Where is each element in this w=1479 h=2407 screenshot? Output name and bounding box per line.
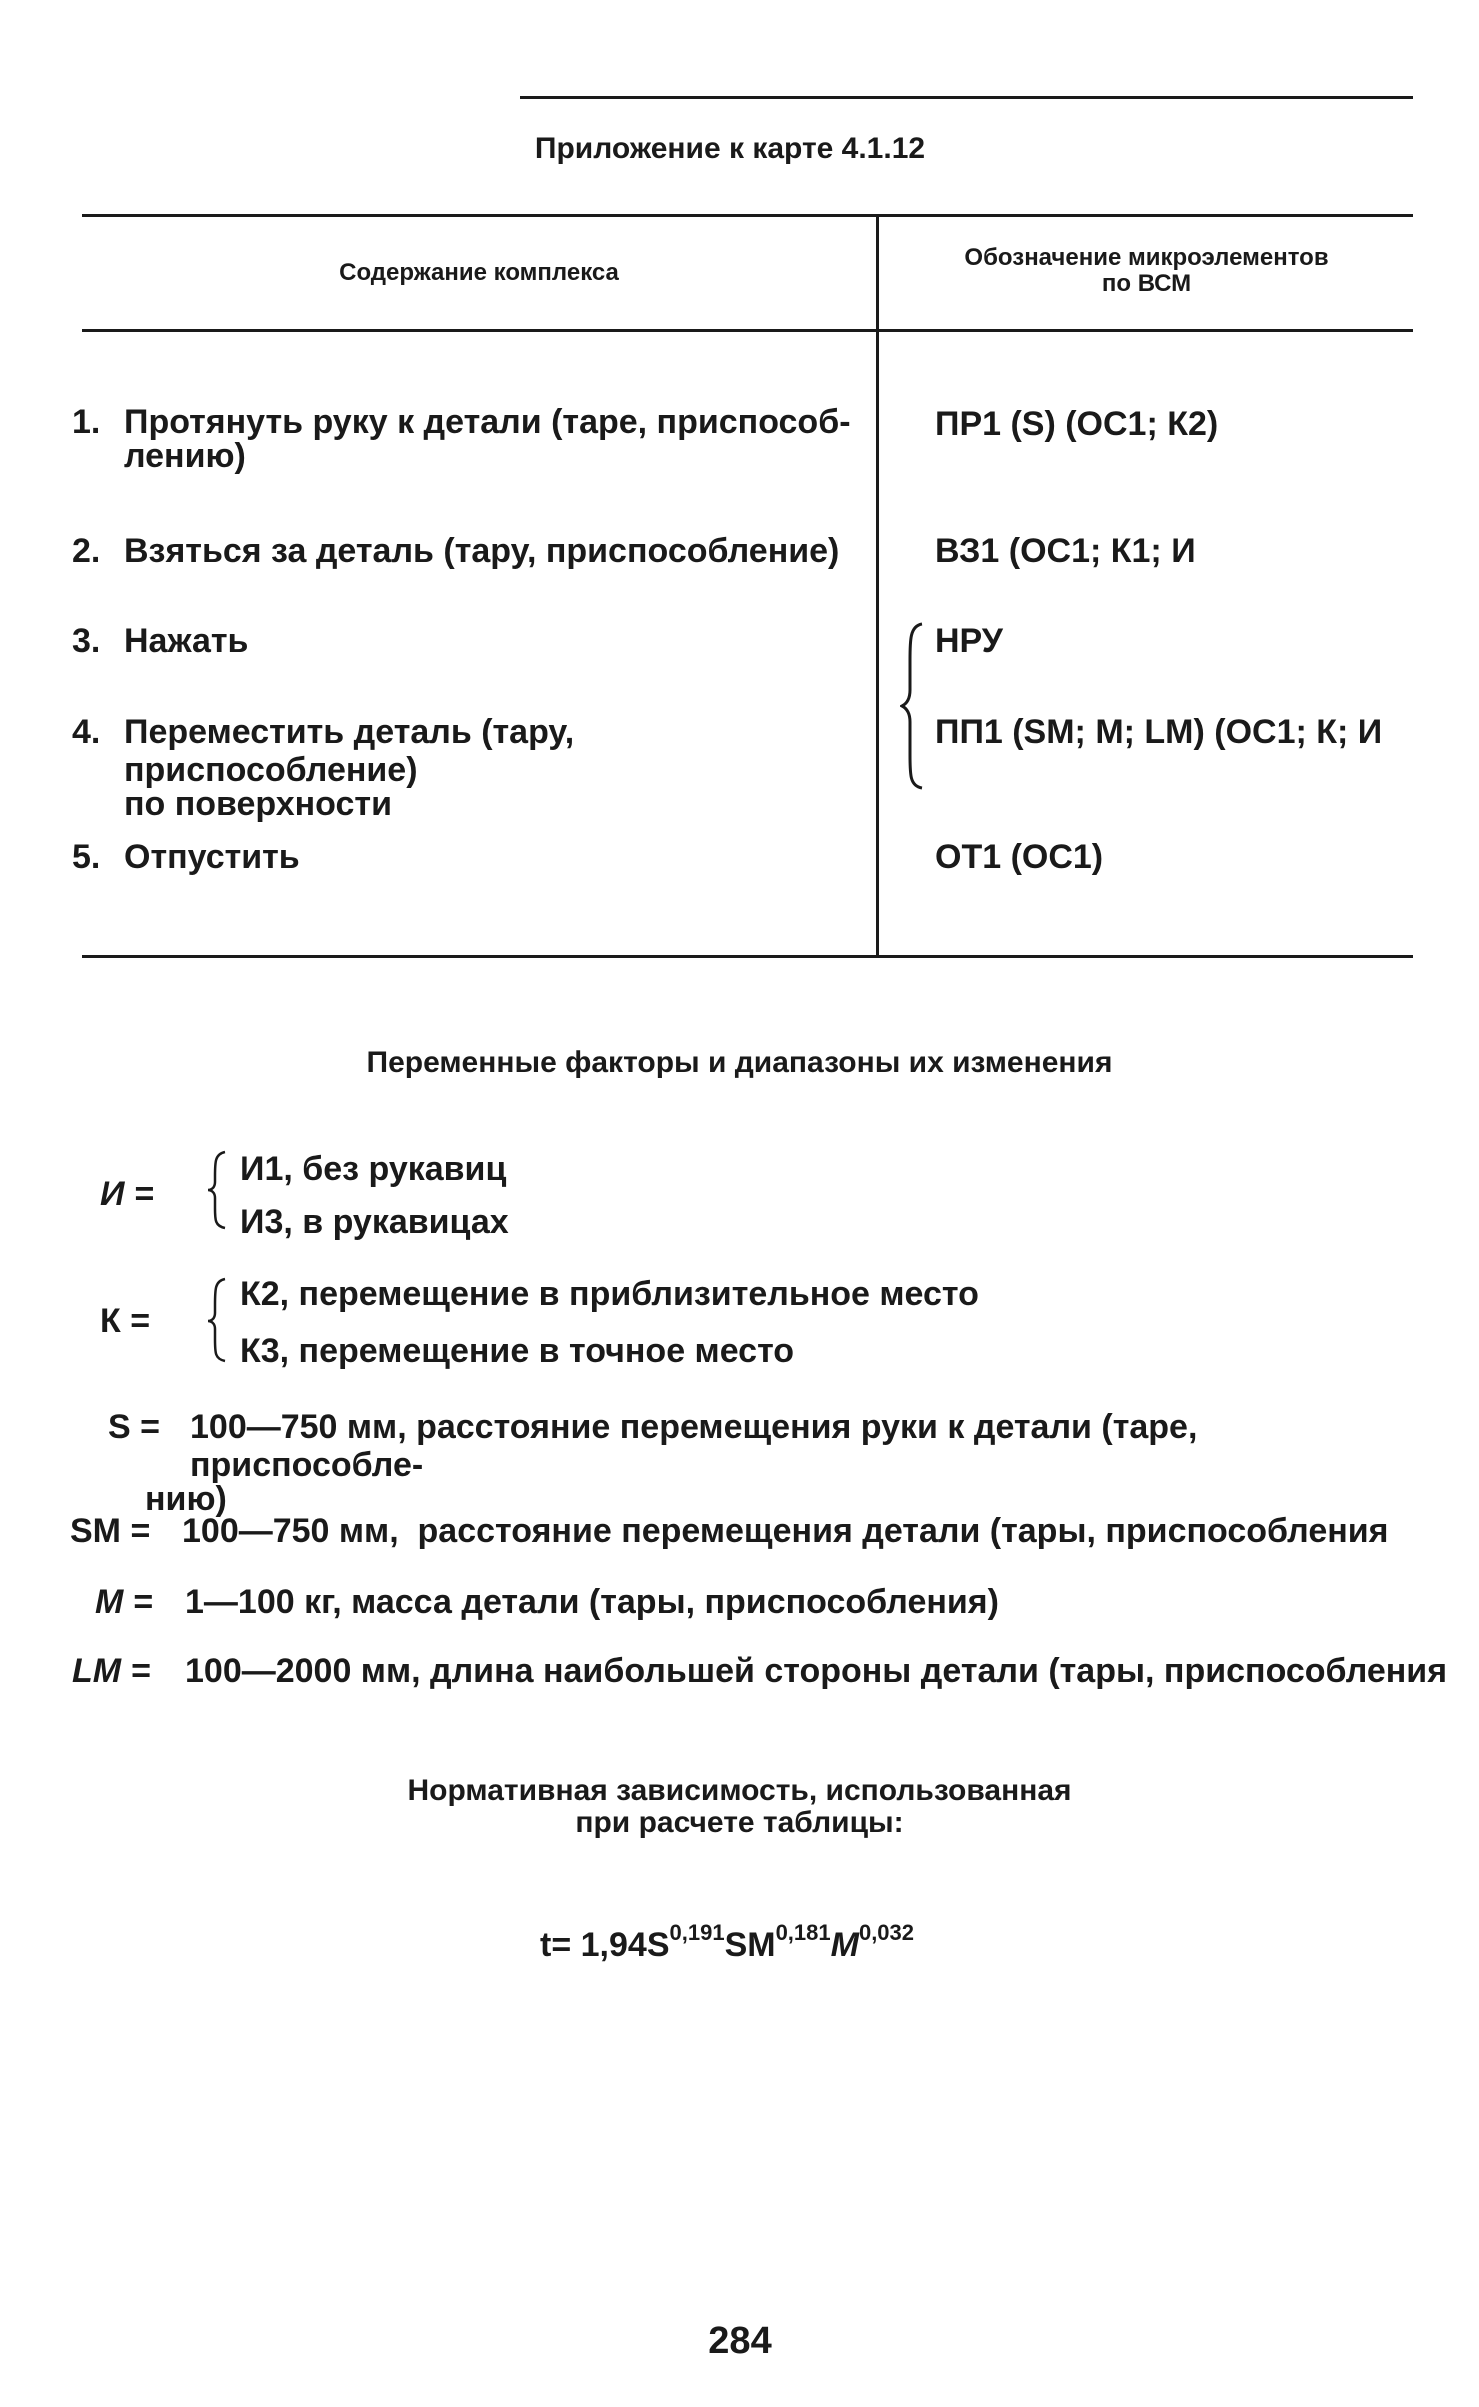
factor-k-label: К = <box>100 1302 151 1340</box>
table-row-num: 3. <box>72 622 101 660</box>
formula-title <box>200 1775 1279 1839</box>
formula-coef: 1,94S <box>580 1926 670 1964</box>
table-row-code: НРУ <box>935 622 1003 660</box>
header-designation-line1: Обозначение микроэлементов <box>964 244 1329 271</box>
table-top-rule <box>82 214 1413 217</box>
page-number: 284 <box>708 2320 772 2362</box>
header-designation <box>880 245 1413 297</box>
factor-m-text: 1—100 кг, масса детали (тары, приспособления) <box>185 1583 999 1621</box>
table-row-text-line: Протянуть руку к детали (таре, приспособ- <box>124 403 851 441</box>
formula-title-line1: Нормативная зависимость, использованная <box>407 1774 1072 1807</box>
table-row-text: Отпустить <box>124 838 300 876</box>
norm-formula <box>540 1920 915 1965</box>
factor-i-label: И = <box>100 1175 154 1213</box>
table-header-rule <box>82 329 1413 332</box>
header-designation-line2: по ВСМ <box>1101 270 1192 297</box>
formula-exp2: 0,181 <box>775 1920 831 1945</box>
table-bottom-rule <box>82 955 1413 958</box>
formula-exp3: 0,032 <box>858 1920 915 1945</box>
factor-s-text <box>145 1408 1420 1518</box>
factor-s-line1: 100—750 мм, расстояние перемещения руки к детали (таре, приспособле- <box>190 1408 1198 1484</box>
table-row-code: ПР1 (S) (ОС1; К2) <box>935 405 1219 443</box>
factor-lm-text: 100—2000 мм, длина наибольшей стороны детали (тары, приспособления <box>185 1652 1448 1690</box>
factor-i-brace <box>205 1148 231 1232</box>
table-column-divider <box>876 216 879 955</box>
table-row-code: ПП1 (SM; M; LM) (ОС1; К; И <box>935 713 1383 751</box>
table-row-num: 5. <box>72 838 101 876</box>
formula-var3: M <box>830 1926 859 1964</box>
factor-sm-text: 100—750 мм, расстояние перемещения детали (тары, приспособления <box>182 1512 1389 1550</box>
table-row-num: 1. <box>72 403 101 441</box>
table-row-text: Взяться за деталь (тару, приспособление) <box>124 532 840 570</box>
table-row-text-line: лению) <box>124 437 246 475</box>
factor-lm-label: LM = <box>72 1652 151 1690</box>
factor-s-line2: нию) <box>145 1480 227 1518</box>
table-row-text <box>124 403 864 475</box>
row-group-brace <box>900 620 930 790</box>
table-row-num: 4. <box>72 713 101 751</box>
factor-k-option1: К2, перемещение в приблизительное место <box>240 1275 979 1313</box>
formula-var2: SM <box>724 1926 776 1964</box>
header-content: Содержание комплекса <box>339 259 619 286</box>
factor-s-label: S = <box>108 1408 160 1446</box>
formula-title-line2: при расчете таблицы: <box>575 1806 904 1839</box>
table-row-text-line: Переместить деталь (тару, приспособление) <box>124 713 575 789</box>
table-row-text: Нажать <box>124 622 249 660</box>
table-row-num: 2. <box>72 532 101 570</box>
table-row-code: ОТ1 (ОС1) <box>935 838 1104 876</box>
table-row-text <box>124 713 869 823</box>
appendix-title: Приложение к карте 4.1.12 <box>534 132 926 165</box>
factor-k-option2: К3, перемещение в точное место <box>240 1332 795 1370</box>
factor-i-option2: И3, в рукавицах <box>240 1203 509 1241</box>
top-rule <box>520 96 1413 99</box>
table-row-code: ВЗ1 (ОС1; К1; И <box>935 532 1196 570</box>
formula-exp1: 0,191 <box>669 1920 725 1945</box>
factor-m-label: M = <box>95 1583 153 1621</box>
factor-i-option1: И1, без рукавиц <box>240 1150 507 1188</box>
table-row-text-line: по поверхности <box>124 785 392 823</box>
factor-k-brace <box>205 1275 231 1365</box>
factor-sm-label: SM = <box>70 1512 151 1550</box>
formula-lhs: t= <box>540 1926 572 1964</box>
factors-title: Переменные факторы и диапазоны их изменения <box>366 1046 1113 1079</box>
